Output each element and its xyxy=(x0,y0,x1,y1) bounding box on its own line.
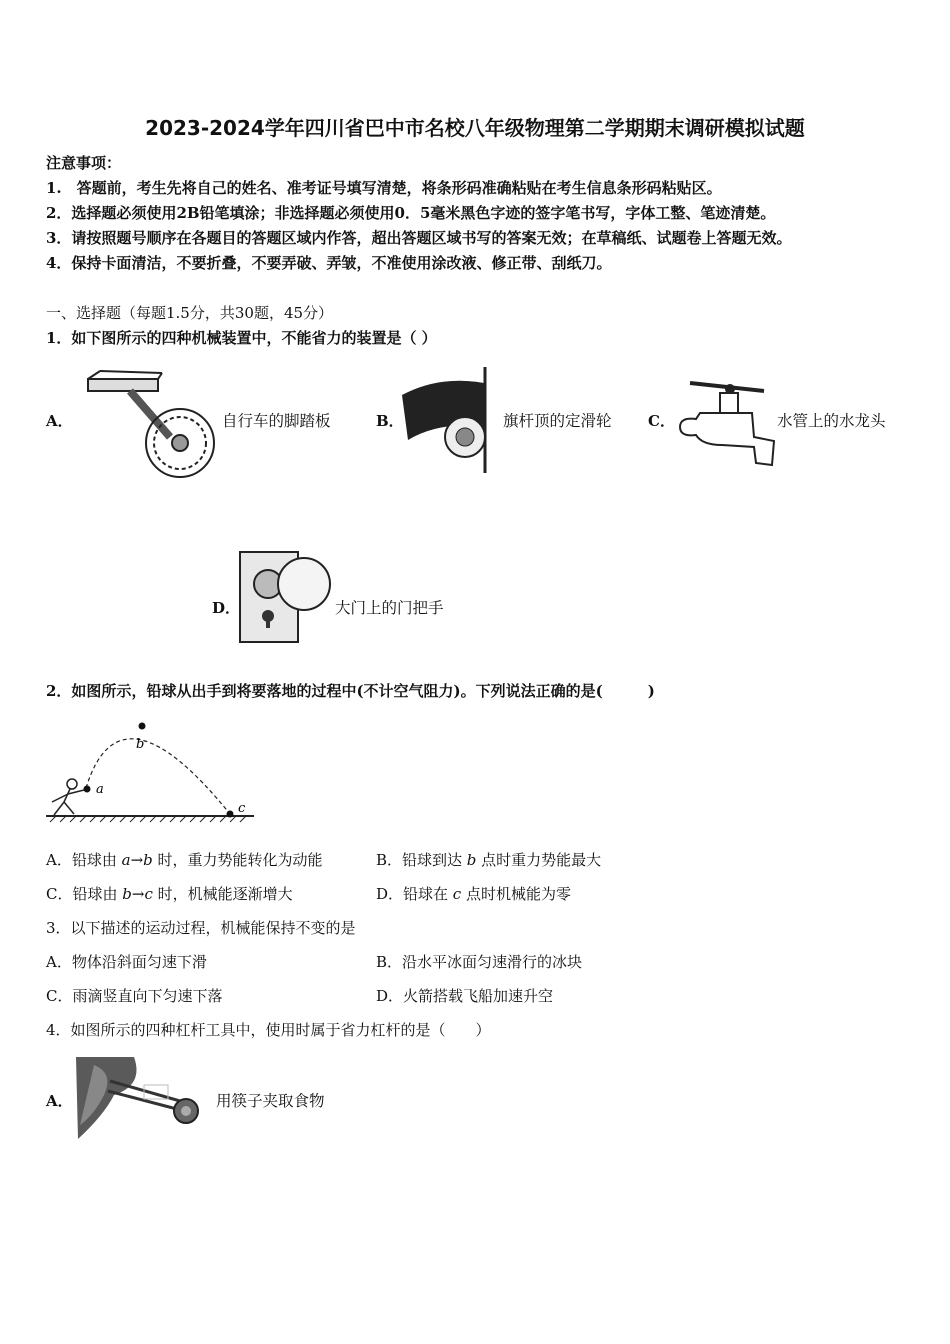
option-c: C．雨滴竖直向下匀速下落 xyxy=(46,987,223,1005)
option-caption: 自行车的脚踏板 xyxy=(222,412,331,430)
option-letter: C． xyxy=(648,412,675,430)
option-a: A．铅球由 a→b 时，重力势能转化为动能 xyxy=(46,851,323,869)
section-heading: 一、选择题（每题1.5分，共30题，45分） xyxy=(46,304,334,322)
point-b xyxy=(139,723,146,730)
notice-item: 4．保持卡面清洁，不要折叠，不要弄破、弄皱，不准使用涂改液、修正带、刮纸刀。 xyxy=(46,254,612,272)
option-letter: A． xyxy=(46,1092,73,1110)
option-caption: 大门上的门把手 xyxy=(335,599,444,617)
option-b: B．沿水平冰面匀速滑行的冰块 xyxy=(376,953,583,971)
question-stem: 1．如下图所示的四种机械装置中，不能省力的装置是（ ） xyxy=(46,329,437,347)
shot-put-trajectory-diagram xyxy=(40,718,260,830)
label-a: a xyxy=(96,782,104,797)
option-letter: B． xyxy=(376,412,404,430)
notice-item: 3．请按照题号顺序在各题目的答题区域内作答，超出答题区域书写的答案无效；在草稿纸、试题卷上答题无效。 xyxy=(46,229,792,247)
notice-heading: 注意事项： xyxy=(46,154,122,172)
door-knob-icon xyxy=(238,550,334,645)
option-d: D．火箭搭载飞船加速升空 xyxy=(376,987,554,1005)
option-caption: 用筷子夹取食物 xyxy=(216,1092,325,1110)
water-faucet-icon xyxy=(672,375,777,470)
flagpole-pulley-icon xyxy=(400,365,505,475)
label-b: b xyxy=(136,737,145,752)
notice-item: 1. 答题前，考生先将自己的姓名、准考证号填写清楚，将条形码准确粘贴在考生信息条形码粘贴区。 xyxy=(46,179,722,197)
question-stem: 2．如图所示，铅球从出手到将要落地的过程中(不计空气阻力)。下列说法正确的是( ) xyxy=(46,682,655,700)
thrower-figure xyxy=(52,779,84,815)
label-c: c xyxy=(238,801,246,816)
notice-item: 2．选择题必须使用2B铅笔填涂；非选择题必须使用0．5毫米黑色字迹的签字笔书写，字体工整、笔迹清楚。 xyxy=(46,204,776,222)
question-stem: 4．如图所示的四种杠杆工具中，使用时属于省力杠杆的是（ ） xyxy=(46,1021,491,1039)
page-title: 2023-2024学年四川省巴中市名校八年级物理第二学期期末调研模拟试题 xyxy=(145,116,805,140)
option-letter: A． xyxy=(46,412,73,430)
point-c xyxy=(227,811,234,818)
option-caption: 旗杆顶的定滑轮 xyxy=(503,412,612,430)
question-stem: 3．以下描述的运动过程，机械能保持不变的是 xyxy=(46,919,356,937)
option-caption: 水管上的水龙头 xyxy=(777,412,886,430)
point-a xyxy=(84,786,91,793)
option-letter: D． xyxy=(212,599,241,617)
option-c: C．铅球由 b→c 时，机械能逐渐增大 xyxy=(46,885,293,903)
option-d: D．铅球在 c 点时机械能为零 xyxy=(376,885,571,903)
bicycle-pedal-icon xyxy=(80,365,220,480)
option-a: A．物体沿斜面匀速下滑 xyxy=(46,953,207,971)
chopsticks-icon xyxy=(74,1055,214,1141)
option-b: B．铅球到达 b 点时重力势能最大 xyxy=(376,851,602,869)
